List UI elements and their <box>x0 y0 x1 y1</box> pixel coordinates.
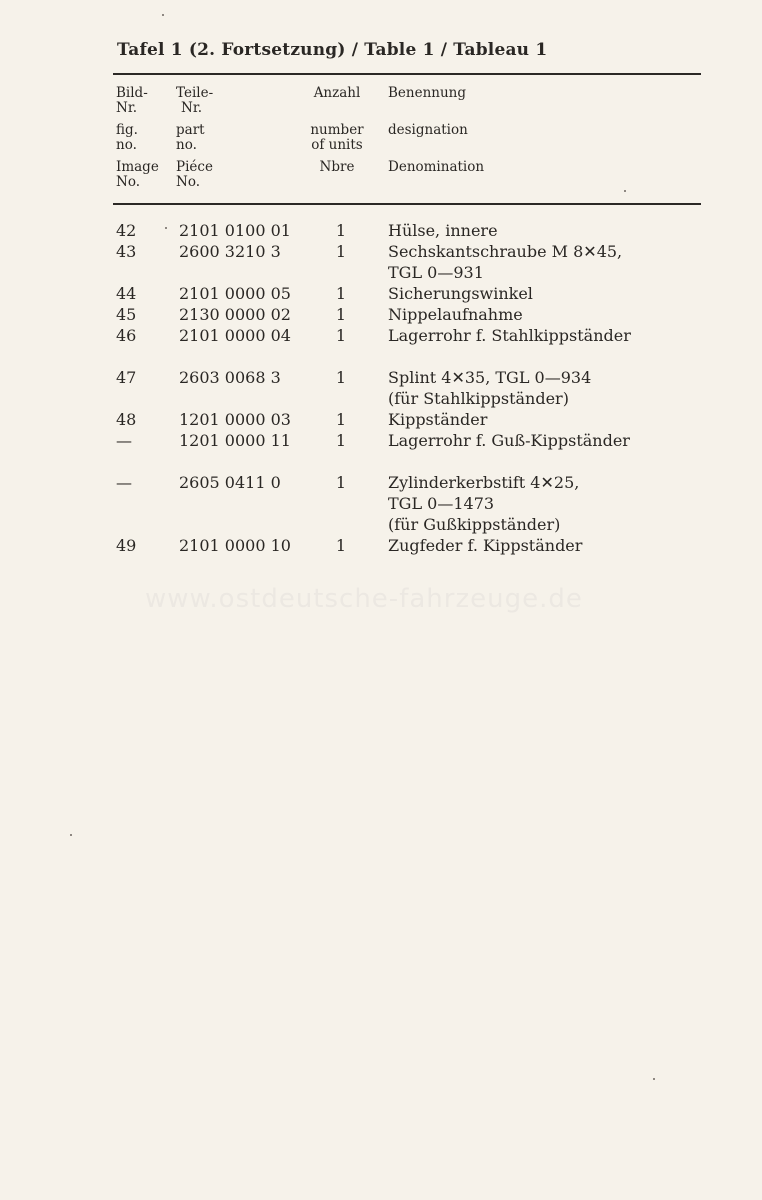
cell-benennung <box>388 325 631 346</box>
cell-benennung <box>388 472 579 535</box>
cell-teile-nr: 2101 0000 04 <box>179 326 291 345</box>
header-anzahl-de <box>306 86 368 101</box>
header-text: of units <box>311 137 363 153</box>
header-text: Teile- <box>176 85 214 101</box>
header-bild-fr <box>116 160 159 190</box>
cell-anzahl: 1 <box>335 221 347 240</box>
benennung-line: Nippelaufnahme <box>388 305 523 324</box>
cell-teile-nr: 1201 0000 03 <box>179 410 291 429</box>
cell-benennung <box>388 409 487 430</box>
benennung-line: Splint 4✕35, TGL 0—934 <box>388 368 592 387</box>
cell-anzahl: 1 <box>335 410 347 429</box>
paper-speck <box>162 14 164 16</box>
benennung-line: Lagerrohr f. Guß-Kippständer <box>388 431 630 450</box>
header-anzahl-fr <box>306 160 368 175</box>
table-title: Tafel 1 (2. Fortsetzung) / Table 1 / Tableau 1 <box>117 40 548 60</box>
paper-speck <box>653 1078 655 1080</box>
header-bottom-rule <box>113 203 701 205</box>
header-text: Anzahl <box>313 85 361 101</box>
header-text: Nr. <box>116 100 138 116</box>
header-teile-fr <box>176 160 213 190</box>
paper-speck <box>70 834 72 836</box>
cell-bild-nr: 48 <box>116 410 137 429</box>
benennung-line: TGL 0—1473 <box>388 494 495 513</box>
cell-teile-nr: 2101 0100 01 <box>179 221 291 240</box>
benennung-line: Zylinderkerbstift 4✕25, <box>388 473 580 492</box>
header-teile-en <box>176 123 205 153</box>
header-benennung-de: Benennung <box>388 85 467 101</box>
cell-anzahl: 1 <box>335 473 347 492</box>
cell-benennung <box>388 304 523 325</box>
cell-anzahl: 1 <box>335 305 347 324</box>
cell-bild-nr: 46 <box>116 326 137 345</box>
paper-speck <box>624 190 626 192</box>
cell-bild-nr: 42 <box>116 221 137 240</box>
cell-teile-nr: 2603 0068 3 <box>179 368 281 387</box>
header-text: Image <box>116 159 159 175</box>
cell-bild-nr: 45 <box>116 305 137 324</box>
header-anzahl-en <box>306 123 368 153</box>
cell-teile-nr: 2101 0000 10 <box>179 536 291 555</box>
cell-benennung <box>388 241 622 283</box>
cell-anzahl: 1 <box>335 326 347 345</box>
cell-bild-nr: — <box>116 473 132 492</box>
cell-anzahl: 1 <box>335 431 347 450</box>
header-bild-de <box>116 86 148 116</box>
header-text: No. <box>116 174 140 190</box>
header-benennung-en: designation <box>388 122 468 138</box>
cell-benennung <box>388 220 498 241</box>
cell-bild-nr: — <box>116 431 132 450</box>
cell-bild-nr: 49 <box>116 536 137 555</box>
cell-bild-nr: 47 <box>116 368 137 387</box>
cell-anzahl: 1 <box>335 284 347 303</box>
header-text: Piéce <box>176 159 213 175</box>
cell-anzahl: 1 <box>335 536 347 555</box>
benennung-line: (für Stahlkippständer) <box>388 389 569 408</box>
cell-teile-nr: 2101 0000 05 <box>179 284 291 303</box>
header-text: Nbre <box>319 159 355 175</box>
cell-teile-nr: 1201 0000 11 <box>179 431 291 450</box>
header-text: no. <box>176 137 197 153</box>
cell-anzahl: 1 <box>335 368 347 387</box>
header-text: number <box>310 122 364 138</box>
header-benennung-fr: Denomination <box>388 159 485 175</box>
watermark: www.ostdeutsche-fahrzeuge.de <box>145 584 583 614</box>
header-text: part <box>176 122 205 138</box>
header-text: No. <box>176 174 200 190</box>
cell-bild-nr: 44 <box>116 284 137 303</box>
benennung-line: Kippständer <box>388 410 488 429</box>
header-text: no. <box>116 137 137 153</box>
benennung-line: Lagerrohr f. Stahlkippständer <box>388 326 631 345</box>
header-bild-en <box>116 123 138 153</box>
benennung-line: TGL 0—931 <box>388 263 484 282</box>
benennung-line: Sicherungswinkel <box>388 284 533 303</box>
cell-bild-nr: 43 <box>116 242 137 261</box>
header-teile-de <box>176 86 213 116</box>
benennung-line: (für Gußkippständer) <box>388 515 561 534</box>
cell-benennung <box>388 535 582 556</box>
cell-teile-nr: 2130 0000 02 <box>179 305 291 324</box>
cell-benennung <box>388 283 533 304</box>
header-text: Nr. <box>181 100 203 116</box>
cell-teile-nr: 2605 0411 0 <box>179 473 281 492</box>
paper-speck <box>165 227 167 229</box>
cell-anzahl: 1 <box>335 242 347 261</box>
header-text: Bild- <box>116 85 148 101</box>
cell-benennung <box>388 367 591 409</box>
cell-benennung <box>388 430 630 451</box>
cell-teile-nr: 2600 3210 3 <box>179 242 281 261</box>
header-top-rule <box>113 73 701 75</box>
header-text: fig. <box>116 122 138 138</box>
benennung-line: Sechskantschraube M 8✕45, <box>388 242 623 261</box>
benennung-line: Zugfeder f. Kippständer <box>388 536 583 555</box>
benennung-line: Hülse, innere <box>388 221 498 240</box>
